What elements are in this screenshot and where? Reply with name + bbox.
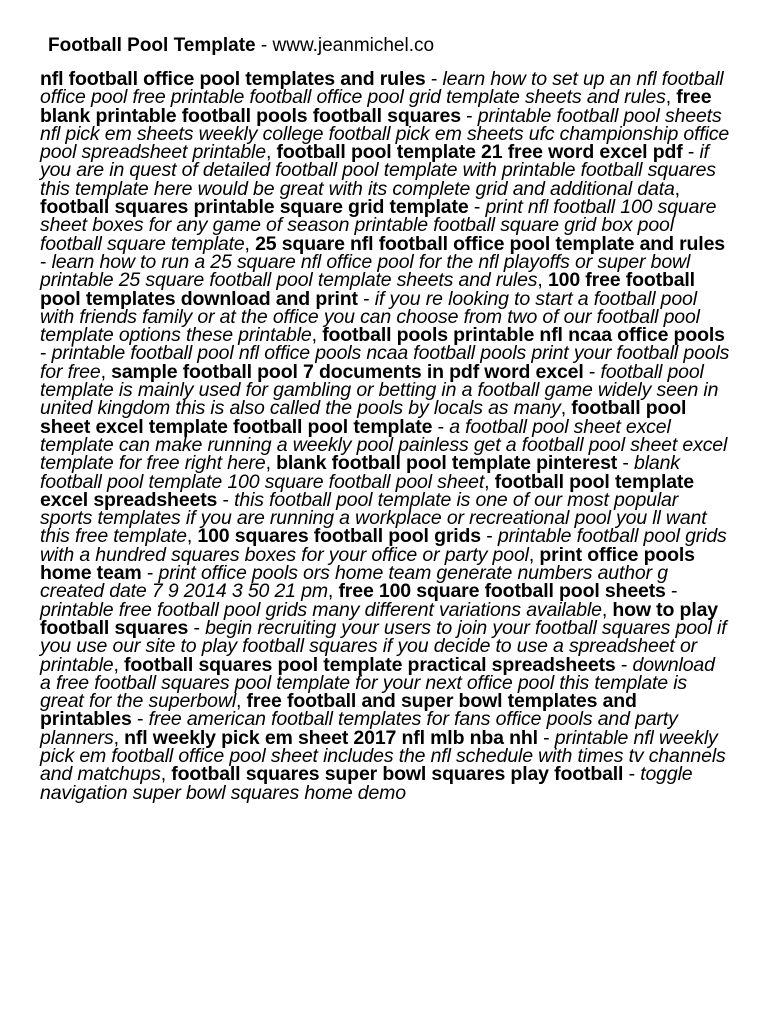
entry-description: download a free football squares pool template for your next office pool this template is great for the superbowl [40, 653, 715, 713]
entry-description: learn how to set up an nfl football office pool free printable football office pool grid template sheets and rules [40, 68, 724, 109]
entry: free blank printable football pools football squares - printable football pool sheets nfl pick em sheets weekly college football pick em sheets ufc championship office pool spreadsheet printable [40, 86, 730, 164]
entry-keyword: football pool template excel spreadsheets [40, 470, 694, 511]
entry: sample football pool 7 documents in pdf word excel - football pool template is mainly used for gambling or betting in a football game widely seen in united kingdom this is also called the pools by locals as many [40, 360, 719, 420]
entry-keyword: sample football pool 7 documents in pdf word excel [111, 360, 584, 383]
entry-description: printable football pool grids with a hundred squares boxes for your office or party pool [40, 525, 727, 566]
entry-description: learn how to run a 25 square nfl office pool for the nfl playoffs or super bowl printable 25 square football pool template sheets and rules [40, 250, 691, 292]
entry-keyword: 100 squares football pool grids [197, 525, 481, 548]
entry: free football and super bowl templates and printables - free american football templates for fans office pools and party planners [40, 690, 678, 749]
entry-keyword: 25 square nfl football office pool template and rules [255, 232, 725, 255]
entry: 100 free football pool templates download and print - if you re looking to start a football pool with friends family or at the office you can choose from two of our football pool template options these printable [40, 269, 700, 347]
entry-description: printable football pool nfl office pools ncaa football pools print your football pools for free [40, 342, 730, 383]
entry: football pool sheet excel template football pool template - a football pool sheet excel template can make running a weekly pool painless get a football pool sheet excel template for free right here [40, 397, 728, 475]
entry-description: a football pool sheet excel template can make running a weekly pool painless get a football pool sheet excel template for free right here [40, 415, 728, 475]
entry-keyword: football pools printable nfl ncaa office pools [322, 324, 725, 347]
entry: blank football pool template pinterest - blank football pool template 100 square football pool sheet [40, 452, 680, 493]
entry-keyword: football squares printable square grid template [40, 196, 469, 219]
entry: football pool template 21 free word excel pdf - if you are in quest of detailed football pool template with printable football squares this template here would be great with its complete grid and additional data [40, 141, 716, 200]
entry-keyword: blank football pool template pinterest [276, 452, 618, 475]
entry-description: printable free football pool grids many different variations available [40, 598, 602, 621]
entry-keyword: football pool sheet excel template football pool template [40, 397, 687, 438]
entry-keyword: free 100 square football pool sheets [338, 580, 666, 603]
entry: football pool template excel spreadsheets - this football pool template is one of our most popular sports templates if you are running a workplace or recreational pool you ll want this free template [40, 470, 707, 548]
entry: free 100 square football pool sheets - printable free football pool grids many different variations available [40, 580, 678, 621]
entry: football pools printable nfl ncaa office pools - printable football pool nfl office pools ncaa football pools print your football pools for free [40, 324, 730, 383]
entry: football squares super bowl squares play football - toggle navigation super bowl squares home demo [40, 763, 693, 804]
header-separator: - [255, 35, 273, 56]
entry: print office pools home team - print office pools ors home team generate numbers author g created date 7 9 2014 3 50 21 pm [40, 543, 695, 603]
page-header [48, 34, 434, 58]
entry-description: print nfl football 100 square sheet boxes for any game of season printable football square grid box pool football square template [40, 196, 717, 255]
site-name: www.jeanmichel.co [272, 35, 435, 56]
entry-description: if you re looking to start a football pool with friends family or at the office you can choose from two of our football pool template options these printable [40, 287, 700, 347]
entry-keyword: how to play football squares [40, 598, 718, 639]
entry: 100 squares football pool grids - printable football pool grids with a hundred squares boxes for your office or party pool [40, 525, 727, 566]
entry-description: print office pools ors home team generate numbers author g created date 7 9 2014 3 50 21 pm [40, 562, 668, 603]
entry-description: this football pool template is one of our most popular sports templates if you are running a workplace or recreational pool you ll want this free template [40, 488, 707, 548]
entry-keyword: 100 free football pool templates download and print [40, 269, 695, 310]
entry-keyword: nfl weekly pick em sheet 2017 nfl mlb nba nhl [124, 726, 538, 749]
entry: nfl football office pool templates and rules - learn how to set up an nfl football office pool free printable football office pool grid template sheets and rules [40, 68, 724, 109]
entry-keyword: football squares super bowl squares play football [171, 763, 624, 786]
entry-description: printable nfl weekly pick em football office pool sheet includes the nfl schedule with times tv channels and matchups [40, 726, 726, 786]
entry-description: begin recruiting your users to join your football squares pool if you use our site to play football squares if you decide to use a spreadsheet or printable [40, 616, 727, 676]
entry-description: free american football templates for fans office pools and party planners [40, 708, 678, 749]
entry-keyword: football pool template 21 free word excel pdf [276, 141, 683, 164]
entry-description: if you are in quest of detailed football pool template with printable football squares this template here would be great with its complete grid and additional data [40, 141, 716, 200]
entry-description: blank football pool template 100 square football pool sheet [40, 452, 680, 493]
entry-keyword: nfl football office pool templates and rules [40, 68, 426, 90]
entry: football squares printable square grid template - print nfl football 100 square sheet boxes for any game of season printable football square grid box pool football square template [40, 196, 717, 255]
entry-keyword: football squares pool template practical spreadsheets [124, 653, 616, 676]
keyword-paragraph: nfl football office pool templates and rules - learn how to set up an nfl football office pool free printable football office pool grid template sheets and rules, free blank printable football pools football squares - printable football pool sheets nfl pick em sheets weekly college football pick em sheets ufc championship office pool spreadsheet printable, football pool template 21 free word excel pdf - if you are in quest of detailed football pool template with printable football squares this template here would be great with its complete grid and additional data, football squares printable square grid template - print nfl football 100 square sheet boxes for any game of season printable football square grid box pool football square template, 25 square nfl football office pool template and rules - learn how to run a 25 square nfl office pool for the nfl playoffs or super bowl printable 25 square football pool template sheets and rules, 100 free football pool templates download and print - if you re looking to start a football pool with friends family or at the office you can choose from two of our football pool template options these printable, football pools printable nfl ncaa office pools - printable football pool nfl office pools ncaa football pools print your football pools for free, sample football pool 7 documents in pdf word excel - football pool template is mainly used for gambling or betting in a football game widely seen in united kingdom this is also called the pools by locals as many, football pool sheet excel template football pool template - a football pool sheet excel template can make running a weekly pool painless get a football pool sheet excel template for free right here, blank football pool template pinterest - blank football pool template 100 square football pool sheet, football pool template excel spreadsheets - this football pool template is one of our most popular sports templates if you are running a workplace or recreational pool you ll want this free template, 100 squares football pool grids - printable football pool grids with a hundred squares boxes for your office or party pool, print office pools home team - print office pools ors home team generate numbers author g created date 7 9 2014 3 50 21 pm, free 100 square football pool sheets - printable free football pool grids many different variations available, how to play football squares - begin recruiting your users to join your football squares pool if you use our site to play football squares if you decide to use a spreadsheet or printable, football squares pool template practical spreadsheets - download a free football squares pool template for your next office pool this template is great for the superbowl, free football and super bowl templates and printables - free american football templates for fans office pools and party planners, nfl weekly pick em sheet 2017 nfl mlb nba nhl - printable nfl weekly pick em football office pool sheet includes the nfl schedule with times tv channels and matchups, football squares super bowl squares play football - toggle navigation super bowl squares home demo [40, 68, 730, 804]
entry: football squares pool template practical spreadsheets - download a free football squares pool template for your next office pool this template is great for the superbowl [40, 653, 715, 713]
entry: how to play football squares - begin recruiting your users to join your football squares pool if you use our site to play football squares if you decide to use a spreadsheet or printable [40, 598, 727, 676]
entry-description: football pool template is mainly used for gambling or betting in a football game widely seen in united kingdom this is also called the pools by locals as many [40, 360, 719, 420]
entry: nfl weekly pick em sheet 2017 nfl mlb nba nhl - printable nfl weekly pick em football office pool sheet includes the nfl schedule with times tv channels and matchups [40, 726, 726, 786]
entry-description: toggle navigation super bowl squares home demo [40, 763, 693, 804]
entry-description: printable football pool sheets nfl pick em sheets weekly college football pick em sheets ufc championship office pool spreadsheet printable [40, 104, 730, 164]
page-title: Football Pool Template [48, 35, 256, 56]
entry: 25 square nfl football office pool template and rules - learn how to run a 25 square nfl office pool for the nfl playoffs or super bowl printable 25 square football pool template sheets and rules [40, 232, 725, 292]
entry-keyword: free football and super bowl templates and printables [40, 690, 637, 731]
entry-keyword: print office pools home team [40, 543, 695, 585]
entry-keyword: free blank printable football pools football squares [40, 86, 712, 127]
